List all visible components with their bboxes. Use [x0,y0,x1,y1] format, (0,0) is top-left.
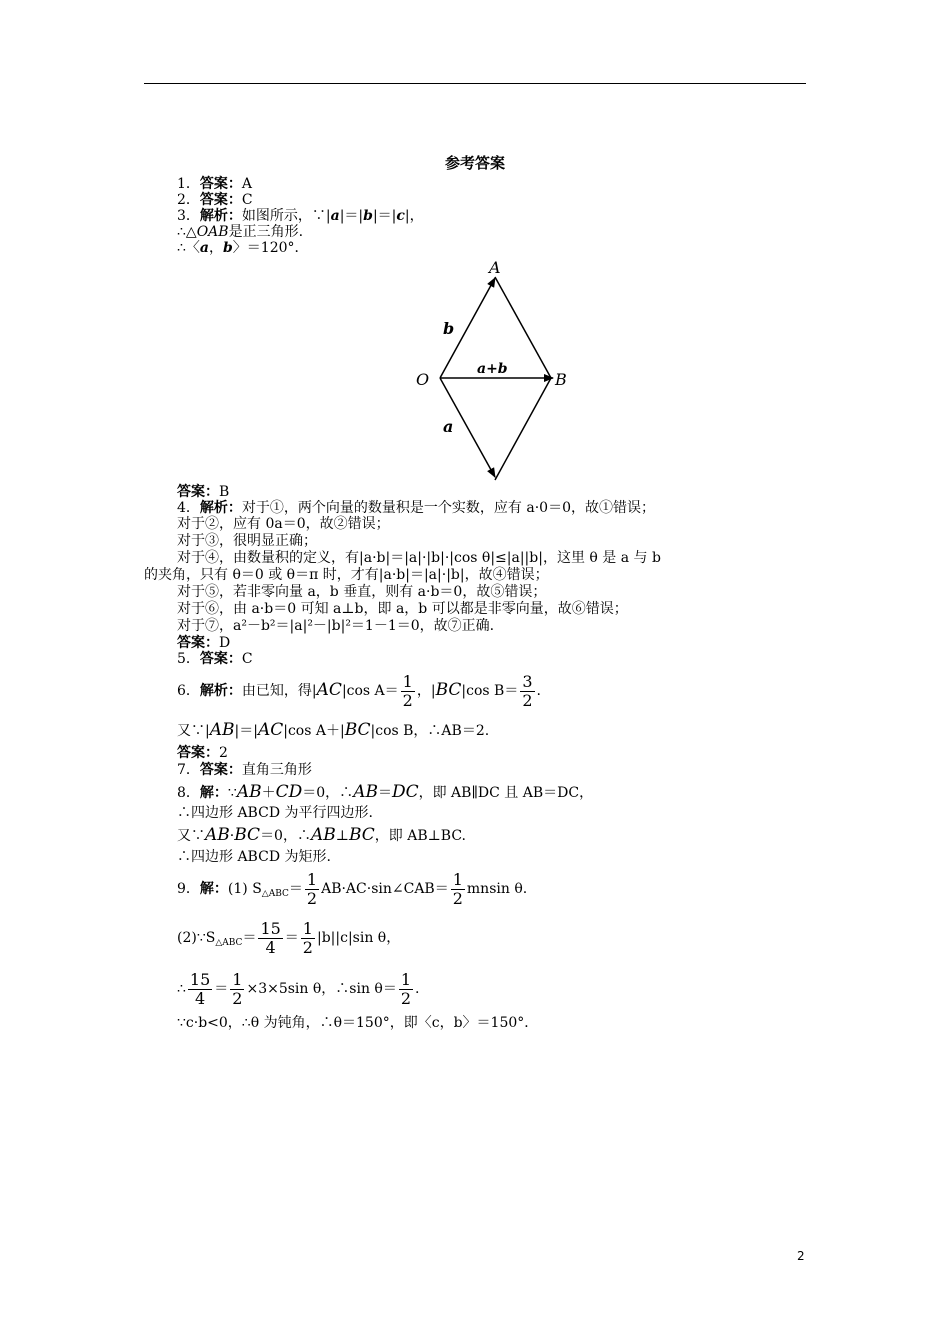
answer-3-line-1: 3．解析：如图所示，∵|a|＝|b|＝|c|， [177,208,424,224]
fraction-fifteen-quarters-b: $\frac{15}{4}$ [189,969,211,1008]
answer-3-line-2: ∴△OAB是正三角形. [177,224,304,240]
fraction-one-half: $\frac{1}{2}$ [402,671,413,710]
answer-4-line-5: 的夹角，只有 θ＝0 或 θ＝π 时，才有|a·b|＝|a|·|b|，故④错误； [144,567,549,583]
label-A: A [489,258,501,277]
answer-4-line-2: 对于②，应有 0a＝0，故②错误； [177,516,390,532]
answer-9-line-4: ∵c·b<0，∴θ 为钝角，∴θ＝150°，即〈c，b〉＝150°． [177,1015,539,1031]
answer-4-line-4: 对于④，由数量积的定义，有|a·b|＝|a|·|b|·|cos θ|≤|a||b|，这里 θ 是 a 与 b [177,550,661,566]
label-a: a [443,417,454,436]
answer-9-line-2: $(2)\because S_{\triangle ABC}=$ $\frac{15}{4}$ ＝ $\frac{1}{2}$ |b||c|sin θ， [177,918,401,957]
answer-4-line-6: 对于⑤，若非零向量 a，b 垂直，则有 a·b＝0，故⑤错误； [177,584,547,600]
answer-8-line-2: ∴四边形 ABCD 为平行四边形. [177,805,373,821]
answer-4-result: 答案：D [177,635,231,651]
fraction-half-a: $\frac{1}{2}$ [306,869,318,908]
answer-4-line-7: 对于⑥，由 a·b＝0 可知 a⊥b，即 a，b 可以都是非零向量，故⑥错误； [177,601,628,617]
label-b: b [443,319,455,338]
fraction-half-b: $\frac{1}{2}$ [452,869,463,908]
label-O: O [416,370,430,389]
answer-6-result: 答案：2 [177,745,228,761]
answer-9-line-3: ∴ $\frac{15}{4}$ ＝ $\frac{1}{2}$ ×3×5sin θ，∴sin θ＝ $\frac{1}{2}$ . [177,969,420,1008]
answer-4-line-1: 4．解析：对于①，两个向量的数量积是一个实数，应有 a·0＝0，故①错误； [177,500,655,516]
fraction-half-c: $\frac{1}{2}$ [302,918,313,957]
answer-8-line-3: 又∵AB·BC＝0，∴AB⊥BC，即 AB⊥BC. [177,825,466,845]
page-number: 2 [797,1249,805,1263]
answer-1: 1．答案：A [177,176,253,192]
fraction-fifteen-quarters: $\frac{15}{4}$ [260,918,281,957]
answer-3-line-3: ∴〈a，b〉＝120°． [177,240,309,256]
answer-6-line-1: 6．解析：由已知，得|AC|cos A＝ $\frac{1}{2}$ ，|BC|cos B＝ $\frac{3}{2}$ . [177,671,541,710]
answer-2: 2．答案：C [177,192,253,208]
side-b-bottom [495,378,551,480]
vector-diagram [405,252,585,487]
answer-6-line-2: 又∵|AB|＝|AC|cos A＋|BC|cos B，∴AB＝2. [177,720,490,740]
answer-9-line-1: 9．解：(1) $S_{\triangle ABC}=$ $\frac{1}{2}$ AB·AC·sin∠CAB＝ $\frac{1}{2}$ mnsin θ. [177,869,528,908]
fraction-half-e: $\frac{1}{2}$ [400,969,412,1008]
answer-7: 7．答案：直角三角形 [177,762,312,778]
answer-5: 5．答案：C [177,651,253,667]
fraction-three-halves: $\frac{3}{2}$ [522,671,533,710]
answer-8-line-1: 8．解：∵AB＋CD＝0，∴AB＝DC，即 AB∥DC 且 AB＝DC， [177,782,594,802]
answer-4-line-3: 对于③，很明显正确； [177,533,317,549]
fraction-half-d: $\frac{1}{2}$ [232,969,243,1008]
answer-3-result: 答案：B [177,484,230,500]
answer-8-line-4: ∴四边形 ABCD 为矩形. [177,849,331,865]
page-title: 参考答案 [444,154,505,172]
answer-4-line-8: 对于⑦，a²－b²＝|a|²－|b|²＝1－1＝0，故⑦正确. [177,618,495,634]
label-a-plus-b: a+b [477,361,508,377]
label-B: B [555,370,567,389]
header-rule [144,83,806,84]
